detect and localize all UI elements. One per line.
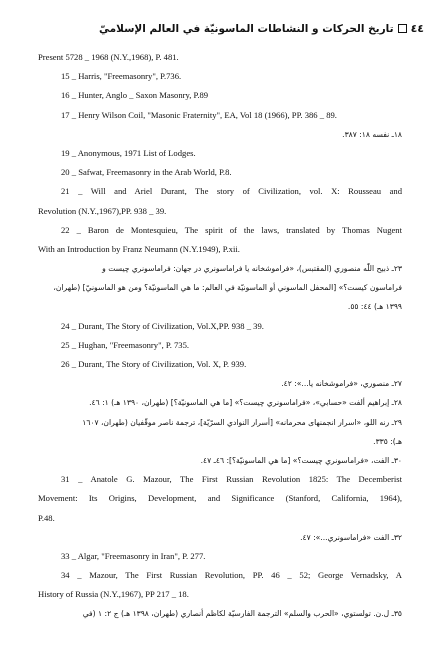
note-line: 15 _ Harris, "Freemasonry", P.736. (61, 71, 182, 82)
note-line: ٣٠ـ الفت، «فراماسونري چيست؟» [ما هي الماسونيّة؟]: ٤٦ـ ٤٧. (200, 455, 402, 465)
note-line: 17 _ Henry Wilson Coil, "Masonic Fraternity", EA, Vol 18 (1966), PP. 386 _ 89. (61, 109, 337, 120)
note-line: 16 _ Hunter, Anglo _ Saxon Masonry, P.89 (61, 90, 209, 101)
running-header (99, 22, 424, 35)
square-bullet-icon (398, 24, 407, 33)
note-line: ٢٧ـ منصوري، «فراموشخانه يا...»: ٤٢. (281, 379, 402, 389)
notes-body (38, 52, 402, 628)
note-line: 20 _ Safwat, Freemasonry in the Arab World, P.8. (61, 167, 232, 178)
note-line: 26 _ Durant, The Story of Civilization, Vol. X, P. 939. (61, 359, 247, 369)
note-line: 25 _ Hughan, "Freemasonry", P. 735. (61, 339, 190, 350)
note-line: فراماسون كيست؟» [المحفل الماسوني أو الماسونيّة في العالم: ما هي الماسونيّة؟ ومن هو الماسونيّ] (طهران، (53, 283, 402, 293)
note-line: ١٨ـ نفسه ١٨: ٣٨٧. (342, 129, 402, 139)
note-line: ٢٨ـ إبراهيم ألفت «حسابي»، «فراماسونري چيست؟» [ما هي الماسونيّة؟] (طهران، ١٣٩٠ هـ) ١: ٤٦. (89, 398, 402, 408)
note-line: 31 _ Anatole G. Mazour, The First Russian Revolution 1825: The Decemberist (61, 474, 402, 485)
note-line: ٣٥ـ ل.ن. تولستوي، «الحرب والسلم» الترجمة الفارسيّة لكاظم أنصاري (طهران، ١٣٩٨ هـ) ج ٢: ١ (في (82, 609, 402, 619)
note-line: ٢٩ـ رنه اللو، «اسرار انجمنهاى محرمانه» [أسرار النوادي السرّيّة]، ترجمة ناصر موقّفيان (طهران، ١٦٠٧ (82, 417, 402, 427)
note-line: Movement: Its Origins, Development, and Significance (Stanford, California, 1964), (38, 493, 402, 504)
note-line: History of Russia (N.Y.,1967), PP 217 _ 18. (38, 589, 189, 600)
running-title: تاريخ الحركات و النشاطات الماسونيّة في العالم الإسلاميّ (98, 22, 394, 35)
note-line: ١٣٩٩ هـ) ٤٤: ٥٥. (347, 302, 402, 312)
note-line: ٣٢ـ الفت «فراماسونري...»: ٤٧. (300, 532, 402, 542)
note-line: 21 _ Will and Ariel Durant, The story of Civilization, vol. X: Rousseau and (61, 186, 402, 197)
note-line: 34 _ Mazour, The First Russian Revolution, PP. 46 _ 52; George Vernadsky, A (61, 570, 402, 581)
note-line: Present 5728 _ 1968 (N.Y.,1968), P. 481. (38, 52, 179, 62)
note-line: هـ): ٣٣٥. (373, 436, 402, 446)
note-line: 33 _ Algar, "Freemasonry in Iran", P. 277. (61, 550, 206, 561)
note-line: Revolution (N.Y.,1967),PP. 938 _ 39. (38, 205, 167, 216)
note-line: 24 _ Durant, The Story of Civilization, Vol.X,PP. 938 _ 39. (61, 320, 264, 331)
note-line: ٢٣ـ ذبيح اللّٰه منصوري (المقتبس)، «فراموشخانه يا فراماسونري در جهان: فراماسونري چيست و (102, 264, 402, 274)
note-line: 22 _ Baron de Montesquieu, The spirit of the laws, translated by Thomas Nugent (61, 224, 402, 235)
page-number: ٤٤ (410, 22, 424, 35)
note-line: 19 _ Anonymous, 1971 List of Lodges. (61, 147, 196, 158)
note-line: With an Introduction by Franz Neumann (N.Y.1949), P.xii. (38, 243, 240, 254)
note-line: P.48. (38, 512, 55, 523)
